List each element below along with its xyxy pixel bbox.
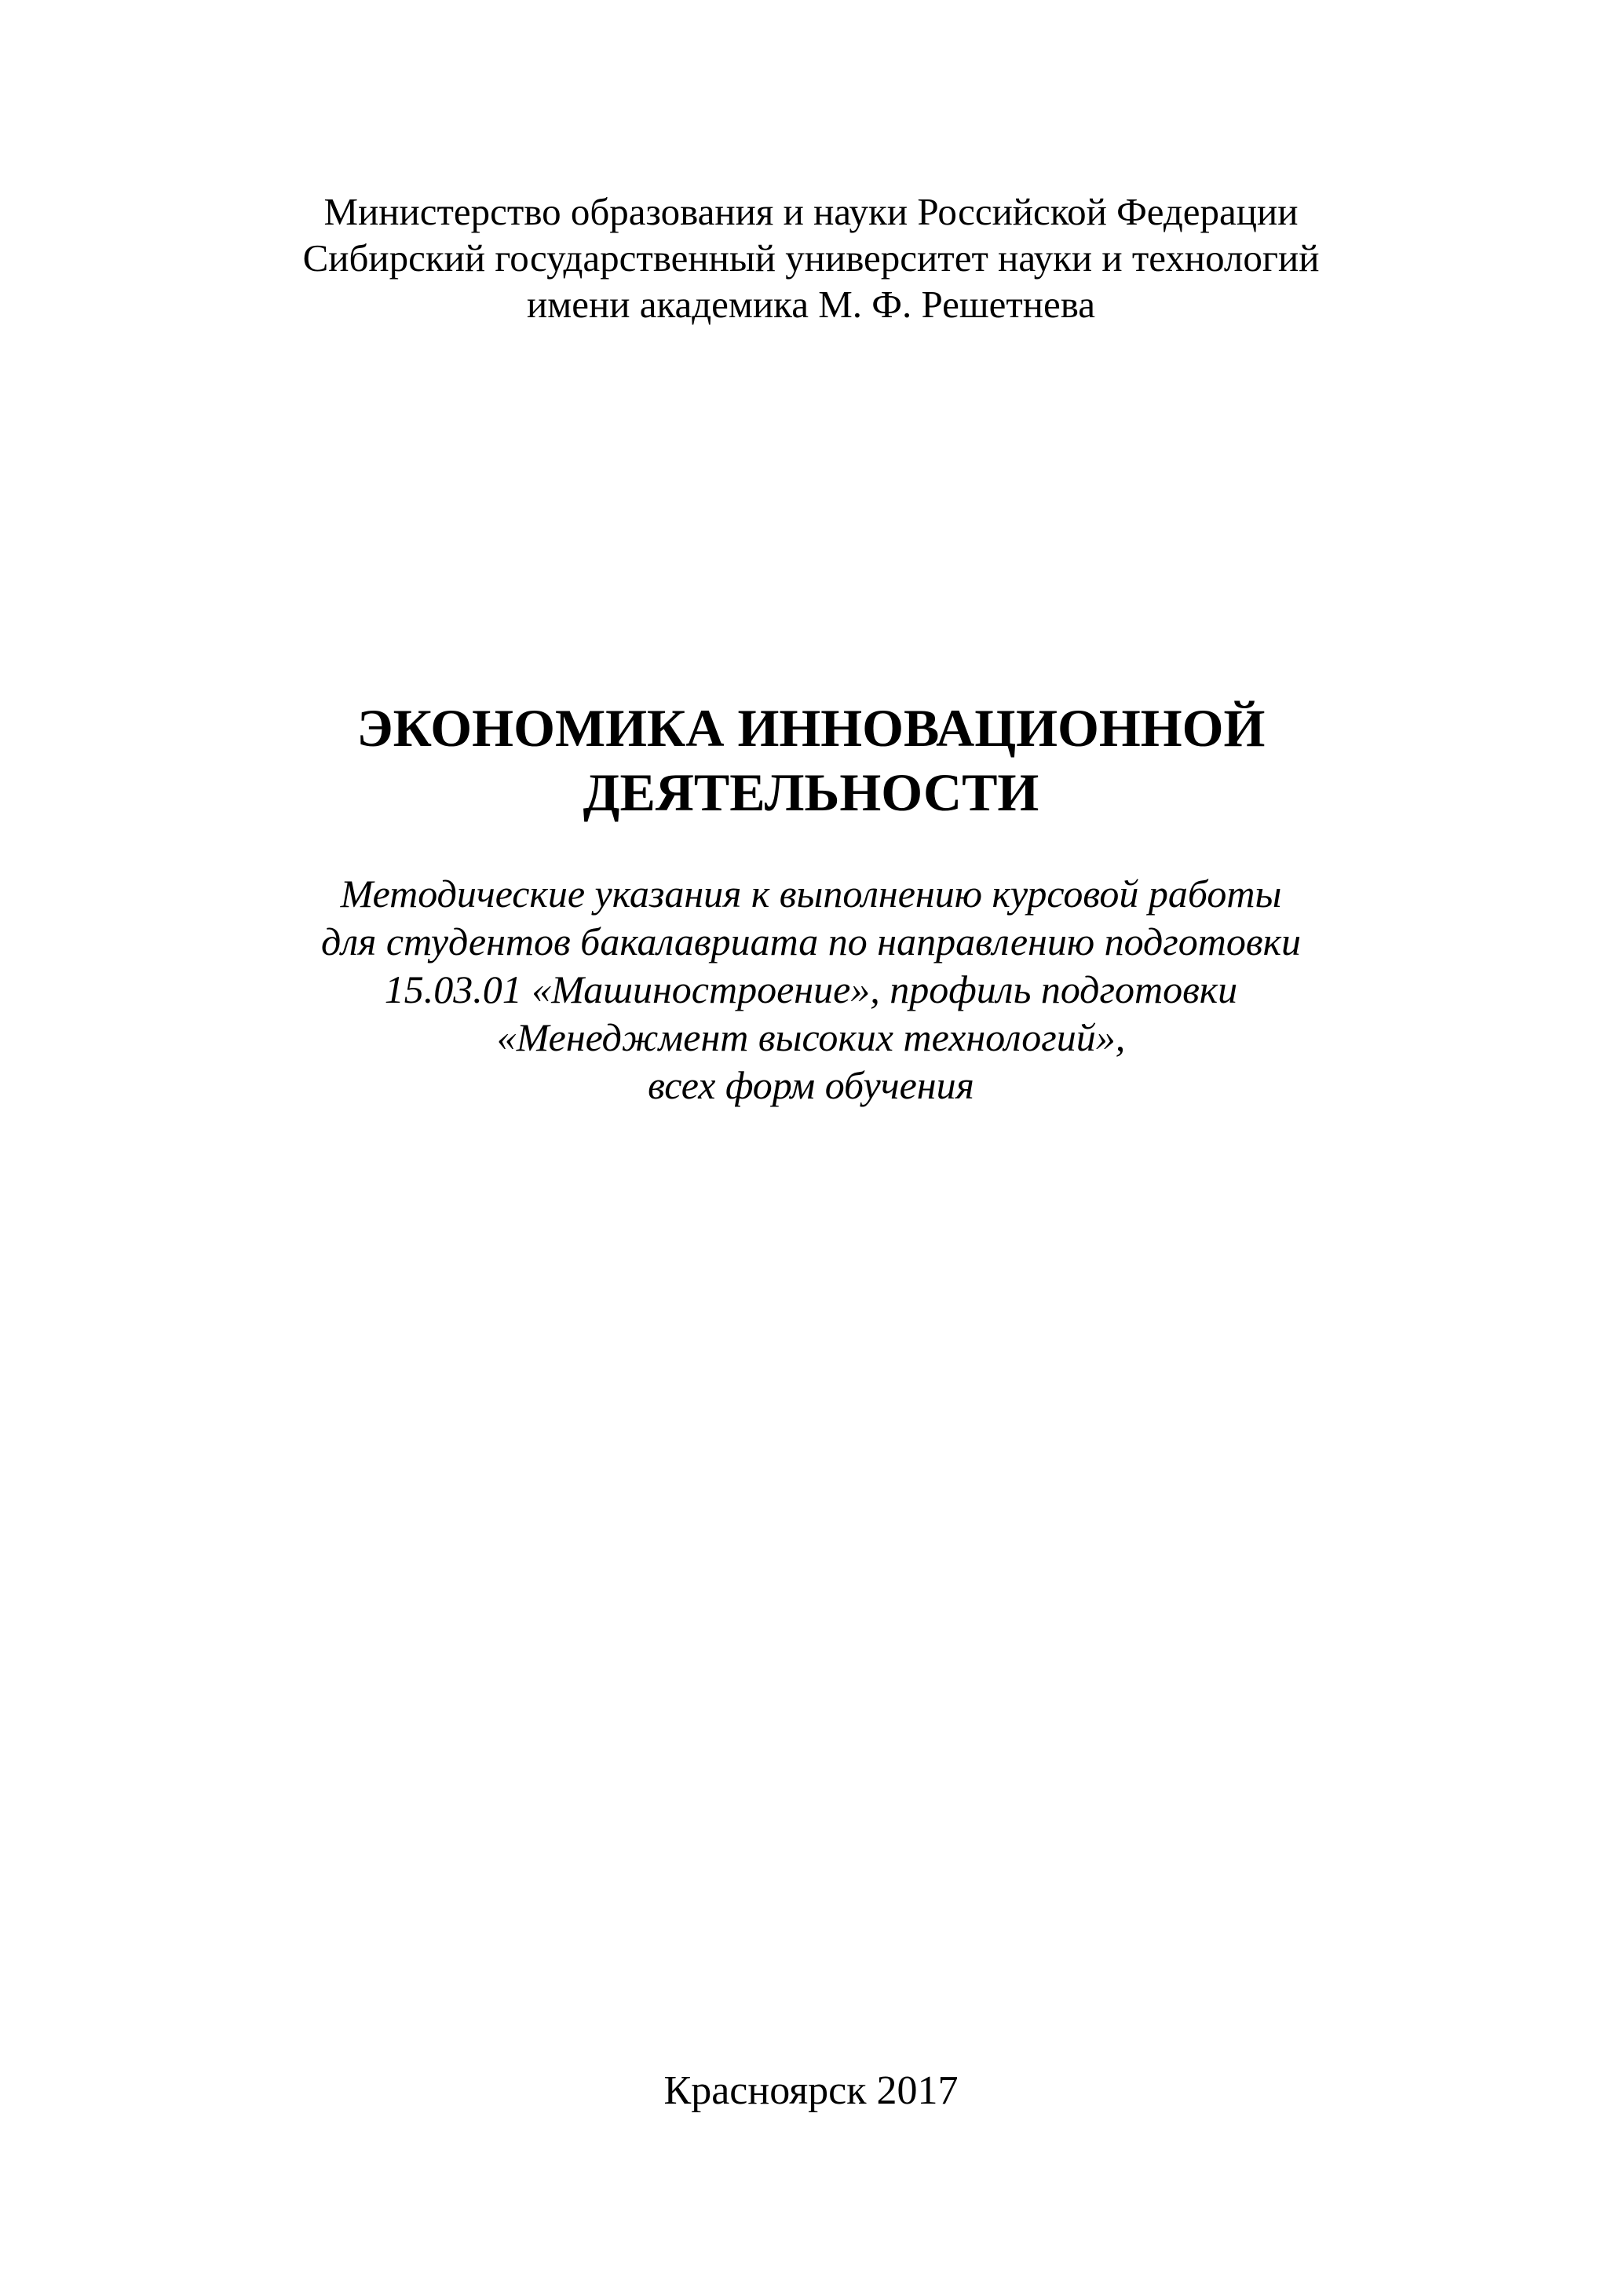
subtitle-line-1: Методические указания к выполнению курсовой работы (340, 872, 1282, 916)
subtitle-line-3: 15.03.01 «Машиностроение», профиль подготовки (384, 967, 1238, 1011)
document-subtitle (0, 870, 1622, 1110)
subtitle-line-5: всех форм обучения (648, 1063, 974, 1107)
ministry-name: Министерство образования и науки Российской Федерации (323, 190, 1299, 233)
subtitle-line-4: «Менеджмент высоких технологий», (496, 1015, 1126, 1059)
title-line-2: ДЕЯТЕЛЬНОСТИ (583, 762, 1039, 822)
university-name: Сибирский государственный университет науки и технологий (302, 236, 1320, 280)
publication-place-year (0, 2067, 1622, 2115)
subtitle-line-2: для студентов бакалавриата по направлению подготовки (321, 919, 1301, 963)
place-year-text: Красноярск 2017 (663, 2068, 959, 2113)
university-namesake: имени академика М. Ф. Решетнева (527, 283, 1095, 326)
title-line-1: ЭКОНОМИКА ИННОВАЦИОННОЙ (356, 698, 1266, 758)
institution-header (0, 188, 1622, 327)
document-title (0, 696, 1622, 824)
